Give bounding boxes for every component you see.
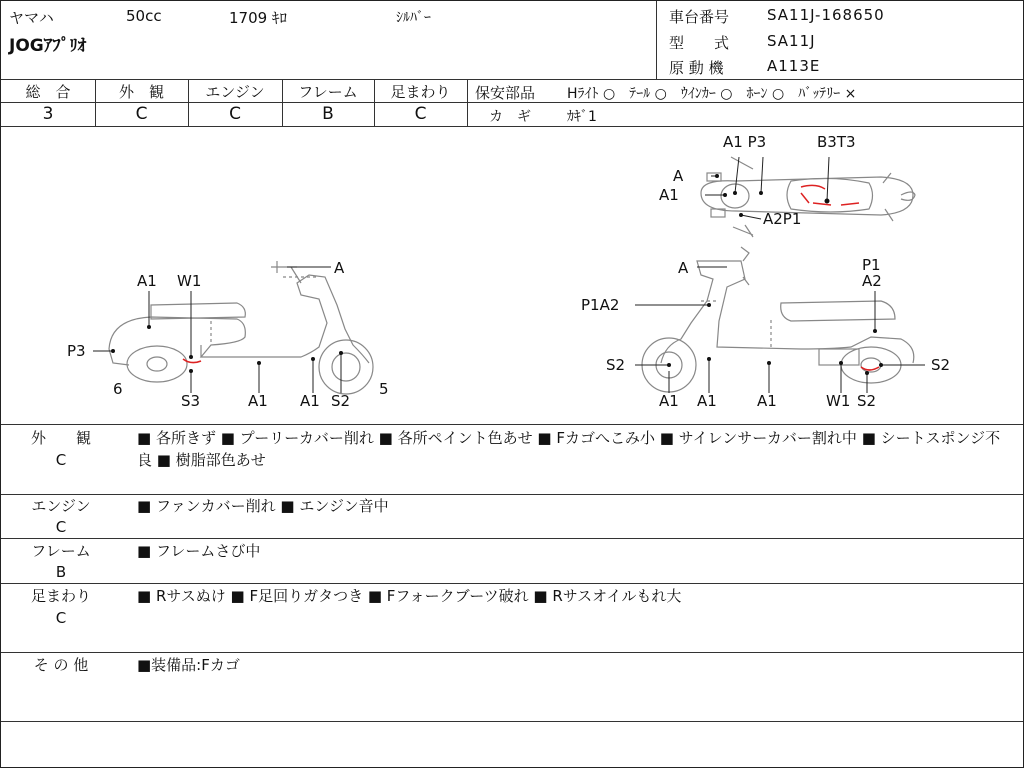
- type-label: 型 式: [669, 34, 730, 52]
- diagram-label: S2: [857, 392, 877, 410]
- maker: ヤマハ: [9, 9, 54, 27]
- divider: [467, 79, 468, 126]
- exterior-label: 外 観: [118, 83, 164, 101]
- overall-label: 総 合: [25, 83, 71, 101]
- leader-dots: [111, 174, 883, 375]
- diagram-label: P3: [67, 342, 86, 360]
- section-grade-frame: B: [55, 563, 67, 581]
- section-label-other: そ の 他: [33, 656, 89, 674]
- diagram-label: A: [334, 259, 345, 277]
- diagram-label: S2: [331, 392, 351, 410]
- section-text-exterior: ■ 各所きず ■ プーリーカバー削れ ■ 各所ペイント色あせ ■ Fカゴへこみ小 ■ サイレンサーカバー割れ中 ■ シートスポンジ不良 ■ 樹脂部色あせ: [137, 429, 1001, 469]
- diagram-label: A2P1: [763, 210, 802, 228]
- engine-model-label: 原 動 機: [669, 59, 724, 77]
- divider: [1, 721, 1023, 722]
- section-grade-engine: C: [55, 518, 67, 536]
- diagram-label: A1: [300, 392, 320, 410]
- diagram-label: A1: [248, 392, 268, 410]
- displacement: 50cc: [126, 7, 162, 25]
- diagram-label: S2: [606, 356, 626, 374]
- scooter-top-view: [701, 157, 915, 237]
- engine-label: エンジン: [205, 83, 265, 101]
- suspension-label: 足まわり: [390, 83, 451, 101]
- diagram-label: A1: [137, 272, 157, 290]
- divider: [1, 652, 1023, 653]
- section-text-frame: ■ フレームさび中: [137, 542, 261, 560]
- diagram-label: A2: [862, 272, 882, 290]
- diagram-label: A: [673, 167, 684, 185]
- divider: [1, 79, 1023, 80]
- diagram-label: S2: [931, 356, 951, 374]
- diagram-label: A: [678, 259, 689, 277]
- model-name: JOGｱﾌﾟﾘｵ: [9, 36, 87, 56]
- safety-items: Hﾗｲﾄ ○ ﾃｰﾙ ○ ｳｲﾝｶｰ ○ ﾎｰﾝ ○ ﾊﾞｯﾃﾘｰ ×: [567, 86, 857, 102]
- diagram-label: W1: [177, 272, 202, 290]
- top-damage-mark: [801, 185, 859, 205]
- section-grade-exterior: C: [55, 451, 67, 469]
- diagram-label: A1: [659, 392, 679, 410]
- section-label-suspension: 足まわり: [30, 587, 91, 605]
- key-value: ｶｷﾞ1: [567, 109, 597, 125]
- chassis-value: SA11J-168650: [767, 6, 885, 24]
- exterior-grade: C: [135, 104, 148, 124]
- mileage: 1709 ｷﾛ: [229, 9, 287, 27]
- section-label-engine: エンジン: [31, 497, 91, 515]
- section-text-engine: ■ ファンカバー削れ ■ エンジン音中: [137, 497, 389, 515]
- overall-grade: 3: [42, 104, 54, 124]
- color: ｼﾙﾊﾞｰ: [396, 10, 431, 26]
- divider: [1, 102, 467, 103]
- section-text-suspension: ■ Rサスぬけ ■ F足回りガタつき ■ Fフォークブーツ破れ ■ Rサスオイルもれ大: [137, 587, 682, 605]
- diagram-label: W1: [826, 392, 851, 410]
- type-value: SA11J: [767, 32, 816, 50]
- diagram-label: B3T3: [817, 133, 856, 151]
- safety-label: 保安部品: [475, 84, 536, 102]
- divider: [1, 424, 1023, 425]
- key-label: カ ギ: [489, 109, 531, 125]
- diagram-label: A1: [757, 392, 777, 410]
- engine-grade: C: [229, 104, 241, 124]
- suspension-grade: C: [414, 104, 427, 124]
- header-divider: [656, 1, 657, 79]
- diagram-label: P1A2: [581, 296, 620, 314]
- chassis-label: 車台番号: [669, 8, 730, 26]
- diagram-label: S3: [181, 392, 201, 410]
- section-grade-suspension: C: [55, 609, 67, 627]
- diagram-label: A1: [697, 392, 717, 410]
- section-label-exterior: 外 観: [30, 429, 91, 447]
- section-text-other: ■装備品:Fカゴ: [137, 656, 240, 674]
- section-label-frame: フレーム: [31, 542, 91, 560]
- divider: [1, 538, 1023, 539]
- frame-grade: B: [322, 104, 334, 124]
- diagram-label: 5: [379, 380, 389, 398]
- divider: [1, 583, 1023, 584]
- damage-diagram: [1, 127, 1023, 424]
- engine-model-value: A113E: [767, 57, 821, 75]
- diagram-label: A1: [659, 186, 679, 204]
- frame-label: フレーム: [298, 83, 358, 101]
- diagram-label: 6: [113, 380, 123, 398]
- diagram-label: A1 P3: [723, 133, 767, 151]
- diagram-label: P1: [862, 256, 881, 274]
